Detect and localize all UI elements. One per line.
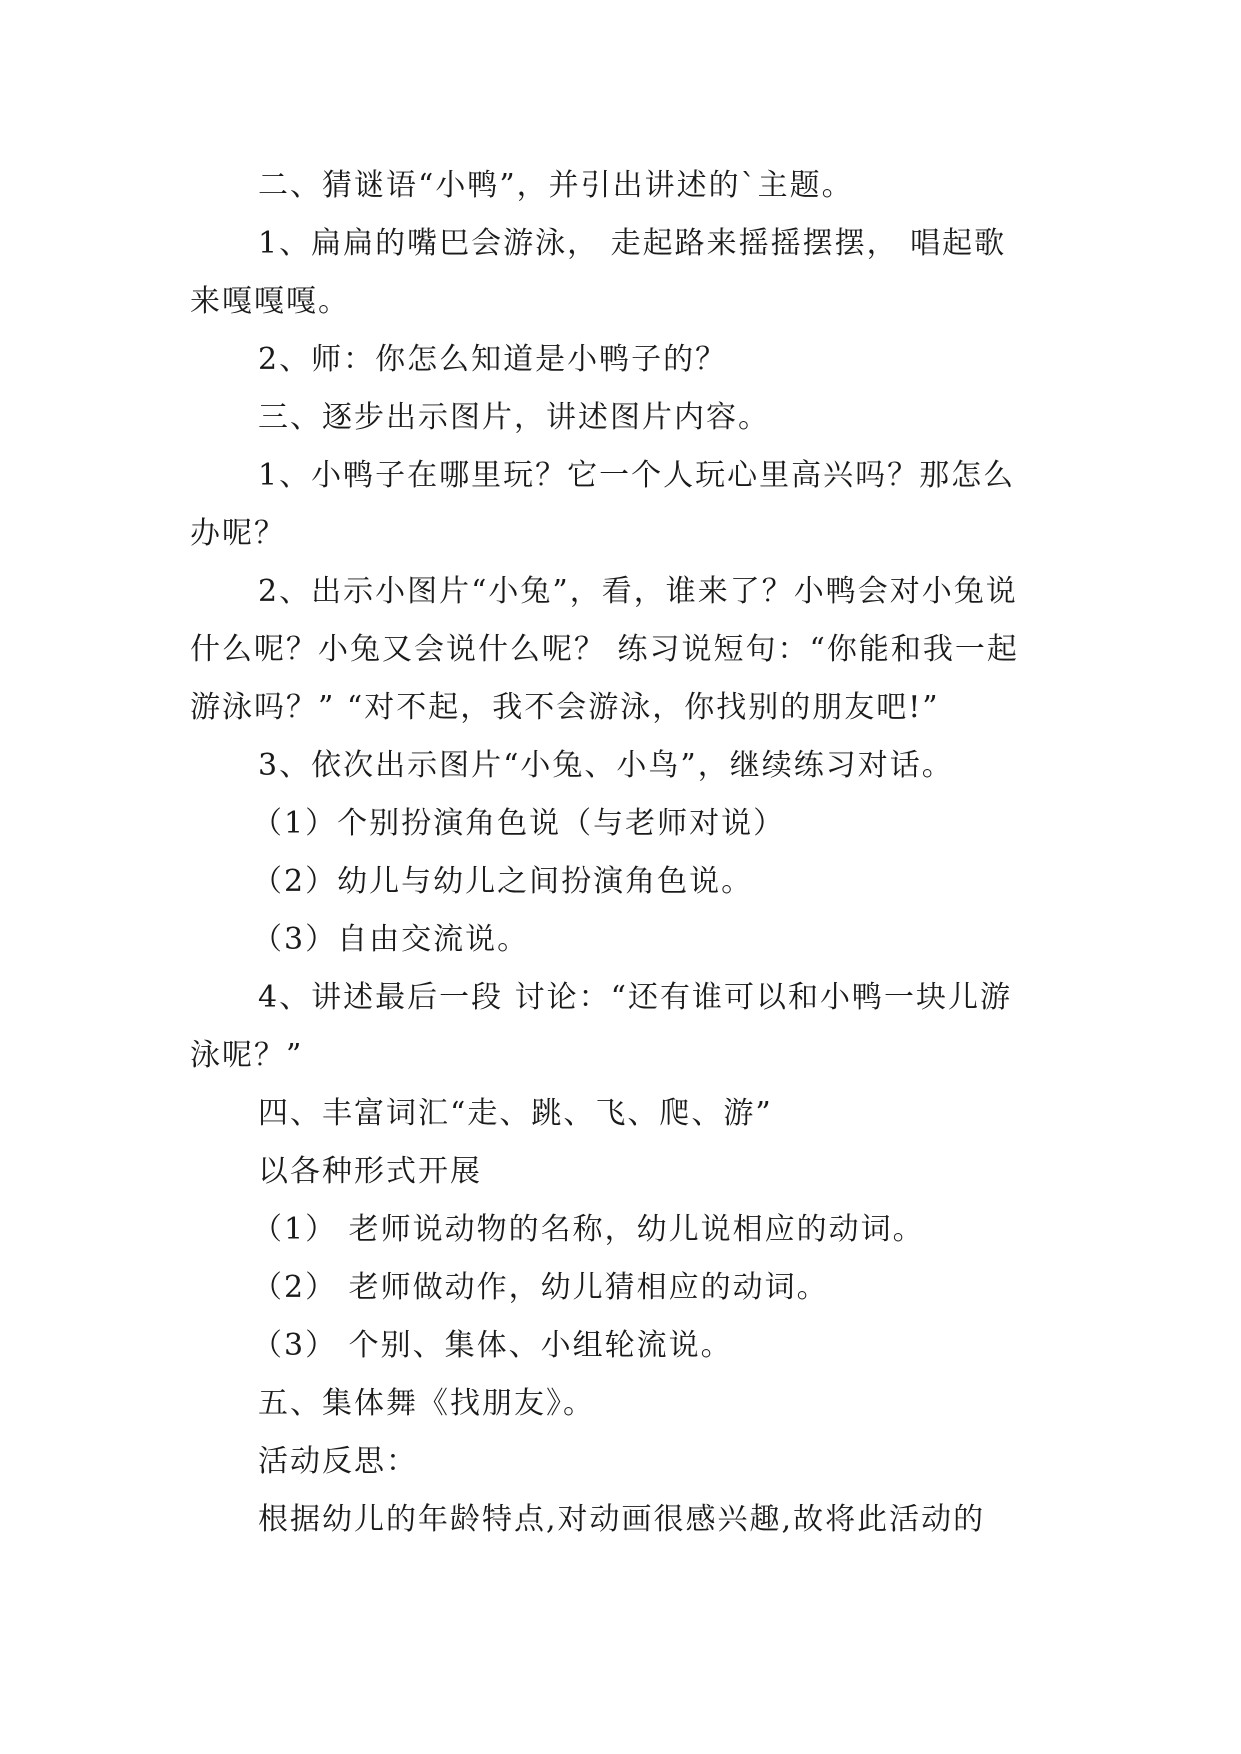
text-line: 1、小鸭子在哪里玩？它一个人玩心里高兴吗？那怎么 bbox=[258, 458, 1016, 493]
text-line: 三、逐步出示图片，讲述图片内容。 bbox=[258, 400, 770, 435]
text-line: （3） 个别、集体、小组轮流说。 bbox=[252, 1328, 733, 1363]
text-line: 二、猜谜语“小鸭”，并引出讲述的`主题。 bbox=[258, 168, 854, 203]
text-line: （2） 老师做动作，幼儿猜相应的动词。 bbox=[252, 1270, 829, 1305]
text-line: 四、丰富词汇“走、跳、飞、爬、游” bbox=[258, 1096, 773, 1131]
text-line: 什么呢？小兔又会说什么呢？ 练习说短句：“你能和我一起 bbox=[190, 632, 1019, 667]
text-line: 3、依次出示图片“小兔、小鸟”，继续练习对话。 bbox=[258, 748, 954, 783]
text-line: （1）个别扮演角色说（与老师对说） bbox=[252, 806, 786, 841]
text-line: 泳呢？” bbox=[190, 1038, 304, 1073]
text-line: 活动反思： bbox=[258, 1444, 418, 1479]
text-line: 来嘎嘎嘎。 bbox=[190, 284, 350, 319]
text-line: 根据幼儿的年龄特点,对动画很感兴趣,故将此活动的 bbox=[258, 1502, 986, 1537]
text-line: （3）自由交流说。 bbox=[252, 922, 530, 957]
text-line: 游泳吗？” “对不起，我不会游泳，你找别的朋友吧!” bbox=[190, 690, 940, 725]
text-line: 2、师：你怎么知道是小鸭子的？ bbox=[258, 342, 728, 377]
text-line: 办呢？ bbox=[190, 516, 286, 551]
text-line: 以各种形式开展 bbox=[258, 1154, 482, 1189]
text-line: 4、讲述最后一段 讨论：“还有谁可以和小鸭一块儿游 bbox=[258, 980, 1012, 1015]
text-line: 五、集体舞《找朋友》。 bbox=[258, 1386, 595, 1421]
text-line: （2）幼儿与幼儿之间扮演角色说。 bbox=[252, 864, 754, 899]
text-line: 1、扁扁的嘴巴会游泳， 走起路来摇摇摆摆， 唱起歌 bbox=[258, 226, 1007, 261]
text-line: 2、出示小图片“小兔”，看，谁来了？小鸭会对小兔说 bbox=[258, 574, 1018, 609]
text-line: （1） 老师说动物的名称，幼儿说相应的动词。 bbox=[252, 1212, 925, 1247]
